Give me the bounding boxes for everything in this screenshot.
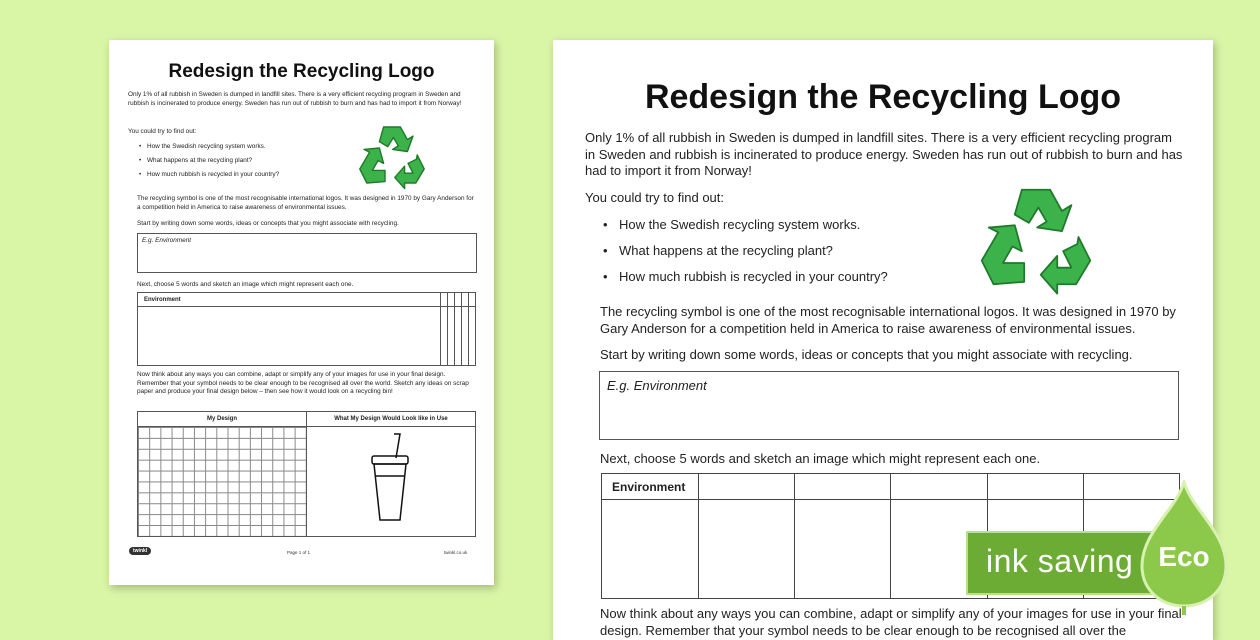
- table-cell[interactable]: [795, 474, 891, 500]
- table-cell[interactable]: [462, 307, 469, 366]
- find-out-label: You could try to find out:: [585, 190, 725, 205]
- my-design-label: My Design: [138, 412, 307, 427]
- table-header-cell: Environment: [602, 474, 699, 500]
- symbol-text: The recycling symbol is one of the most recognisable international logos. It was designed in 1970 by Gary Anderson for a competition held in America to raise awareness of environmental issues.: [600, 304, 1176, 336]
- table-cell[interactable]: [795, 500, 891, 599]
- table-cell[interactable]: [469, 293, 476, 307]
- recycle-icon: [975, 178, 1097, 296]
- combine-text: Now think about any ways you can combine, adapt or simplify any of your images for use in your final design. Remember that your symbol needs to be clear enough to be recognised all over the: [600, 606, 1182, 638]
- table-cell[interactable]: [448, 293, 455, 307]
- page-title: Redesign the Recycling Logo: [168, 61, 435, 82]
- table-cell[interactable]: [448, 307, 455, 366]
- table-cell[interactable]: [699, 500, 795, 599]
- words-input-box[interactable]: [137, 233, 477, 273]
- design-area: [137, 411, 476, 537]
- sketch-table: [137, 292, 476, 366]
- table-cell[interactable]: [138, 307, 441, 366]
- start-text: Start by writing down some words, ideas or concepts that you might associate with recycling.: [600, 347, 1133, 362]
- table-cell[interactable]: [441, 293, 448, 307]
- bullet-item: • How the Swedish recycling system works.: [619, 217, 860, 233]
- example-text: E.g. Environment: [142, 237, 192, 244]
- table-cell[interactable]: [987, 474, 1083, 500]
- table-cell[interactable]: [469, 307, 476, 366]
- table-cell[interactable]: [462, 293, 469, 307]
- footer-page: Page 1 of 1: [287, 550, 311, 555]
- bullet-item: • What happens at the recycling plant?: [147, 157, 252, 166]
- table-cell[interactable]: [455, 293, 462, 307]
- table-cell[interactable]: [455, 307, 462, 366]
- table-cell[interactable]: [891, 474, 987, 500]
- design-grid[interactable]: [138, 427, 307, 536]
- eco-label: Eco: [1158, 541, 1210, 572]
- page-title: Redesign the Recycling Logo: [644, 78, 1122, 116]
- ink-saving-label: ink saving: [986, 543, 1134, 579]
- bullet-item: • How much rubbish is recycled in your country?: [147, 171, 279, 180]
- recycle-icon: [357, 120, 427, 190]
- footer-url: twinkl.co.uk: [444, 550, 468, 555]
- worksheet-preview-small: [109, 40, 494, 585]
- find-out-label: You could try to find out:: [128, 128, 197, 135]
- table-cell[interactable]: [441, 307, 448, 366]
- start-text: Start by writing down some words, ideas or concepts that you might associate with recycling.: [137, 220, 399, 227]
- cup-icon: [368, 432, 412, 524]
- intro-text: Only 1% of all rubbish in Sweden is dumped in landfill sites. There is a very efficient recycling program in Sweden and rubbish is incinerated to produce energy. Sweden has run out of rubbish to burn and has had to import it from Norway!: [128, 91, 462, 107]
- eco-badge: [1140, 480, 1228, 615]
- table-cell[interactable]: [699, 474, 795, 500]
- footer-brand-logo: twinkl: [129, 547, 151, 555]
- words-input-box[interactable]: [599, 371, 1179, 440]
- combine-text: Now think about any ways you can combine, adapt or simplify any of your images for use in your final design. Remember that your symbol needs to be clear enough to be recognised all over the world. Sketch any ideas on scrap paper and produce your final design below – then see how it would look on a recycling bin!: [137, 371, 469, 396]
- example-text: E.g. Environment: [607, 378, 707, 393]
- intro-text: Only 1% of all rubbish in Sweden is dumped in landfill sites. There is a very efficient recycling program in Sweden and rubbish is incinerated to produce energy. Sweden has run out of rubbish to burn and has had to import it from Norway!: [585, 130, 1183, 178]
- bullet-item: • How much rubbish is recycled in your country?: [619, 269, 888, 285]
- next-text: Next, choose 5 words and sketch an image which might represent each one.: [600, 451, 1041, 466]
- in-use-label: What My Design Would Look like in Use: [307, 412, 475, 427]
- symbol-text: The recycling symbol is one of the most recognisable international logos. It was designed in 1970 by Gary Anderson for a competition held in America to raise awareness of environmental issues.: [137, 195, 474, 211]
- next-text: Next, choose 5 words and sketch an image which might represent each one.: [137, 281, 354, 288]
- table-header-cell: Environment: [138, 293, 441, 307]
- table-cell[interactable]: [602, 500, 699, 599]
- bullet-item: • How the Swedish recycling system works.: [147, 143, 266, 152]
- bullet-item: • What happens at the recycling plant?: [619, 243, 833, 259]
